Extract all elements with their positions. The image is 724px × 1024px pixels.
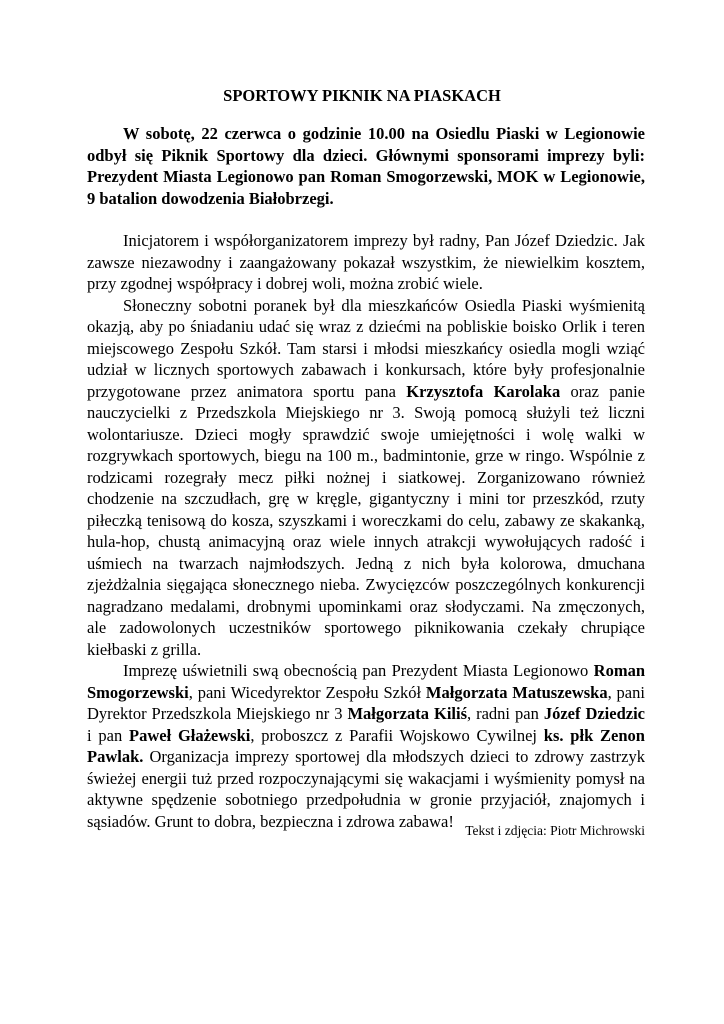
text-segment: Organizacja imprezy sportowej dla młodszych dzieci to zdrowy zastrzyk świeżej energii tuż przed rozpoczynającymi się wakacjami i wyśmienity pomysł na aktywne spędzenie sobotniego przedpołudnia w gronie przyjaciół, znajomych i sąsiadów. Grunt to dobra, bezpieczna i zdrowa zabawa!	[87, 747, 645, 831]
article-body	[87, 123, 645, 832]
text-segment: Imprezę uświetnili swą obecnością pan Prezydent Miasta Legionowo	[123, 661, 594, 680]
text-segment: , pani Wicedyrektor Zespołu Szkół	[188, 682, 426, 702]
name-highlight: Małgorzata Matuszewska	[425, 682, 608, 702]
name-highlight: Małgorzata Kiliś	[347, 704, 467, 723]
photo-credit: Tekst i zdjęcia: Piotr Michrowski	[465, 823, 645, 838]
paragraph-initiator: Inicjatorem i współorganizatorem imprezy był radny, Pan Józef Dziedzic. Jak zawsze niezawodny i zaangażowany pokazał wszystkim, że niewielkim kosztem, przy zgodnej współpracy i dobrej woli, można zrobić wiele.	[87, 231, 645, 293]
paragraph-guests	[87, 660, 645, 832]
text-segment: , pani Dyrektor Przedszkola Miejskiego nr 3	[87, 682, 645, 723]
document-title: SPORTOWY PIKNIK NA PIASKACH	[223, 86, 501, 105]
text-segment: , radni pan	[467, 704, 544, 723]
text-segment: i pan	[87, 725, 129, 745]
name-highlight: Krzysztofa Karolaka	[406, 381, 561, 401]
text-segment: oraz panie nauczycielki z Przedszkola Miejskiego nr 3. Swoją pomocą służyli też liczni wolontariusze. Dzieci mogły sprawdzić swoje umiejętności i wolę walki w rozgrywkach sportowych, biegu na 100 m., badmintonie, grze w ringo. Wspólnie z rodzicami rozegrały mecz piłki nożnej i siatkowej. Zorganizowano również chodzenie na szczudłach, grę w kręgle, gigantyczny i mini tor przeszkód, rzuty piłeczką tenisową do kosza, szyszkami i woreczkami do celu, zabawy ze skakanką, hula-hop, chustą animacyjną oraz wiele innych atrakcji wywołujących radość i uśmiech na twarzach najmłodszych. Jedną z nich była kolorowa, dmuchana zjeżdżalnia sięgająca słonecznego nieba. Zwycięzców poszczególnych konkurencji nagradzano medalami, drobnymi upominkami oraz słodyczami. Na zmęczonych, ale zadowolonych uczestników sportowego piknikowania czekały chrupiące kiełbaski z grilla.	[87, 381, 646, 659]
name-highlight: Paweł Głażewski	[129, 725, 251, 745]
name-highlight: Józef Dziedzic	[543, 704, 645, 723]
lead-paragraph: W sobotę, 22 czerwca o godzinie 10.00 na Osiedlu Piaski w Legionowie odbył się Piknik Sportowy dla dzieci. Głównymi sponsorami imprezy byli: Prezydent Miasta Legionowo pan Roman Smogorzewski, MOK w Legionowie, 9 batalion dowodzenia Białobrzegi.	[87, 124, 645, 208]
name-highlight: Roman Smogorzewski	[87, 661, 645, 702]
name-highlight: ks. płk Zenon Pawlak.	[87, 725, 645, 766]
text-segment: Słoneczny sobotni poranek był dla mieszkańców Osiedla Piaski wyśmienitą okazją, aby po śniadaniu udać się wraz z dziećmi na pobliskie boisko Orlik i teren miejscowego Zespołu Szkół. Tam starsi i młodsi mieszkańcy osiedla mogli wziąć udział w licznych sportowych zabawach i konkursach, które były profesjonalnie przygotowane przez animatora sportu pana	[87, 295, 645, 401]
paragraph-event-description	[87, 295, 645, 661]
text-segment: , proboszcz z Parafii Wojskowo Cywilnej	[250, 725, 544, 745]
